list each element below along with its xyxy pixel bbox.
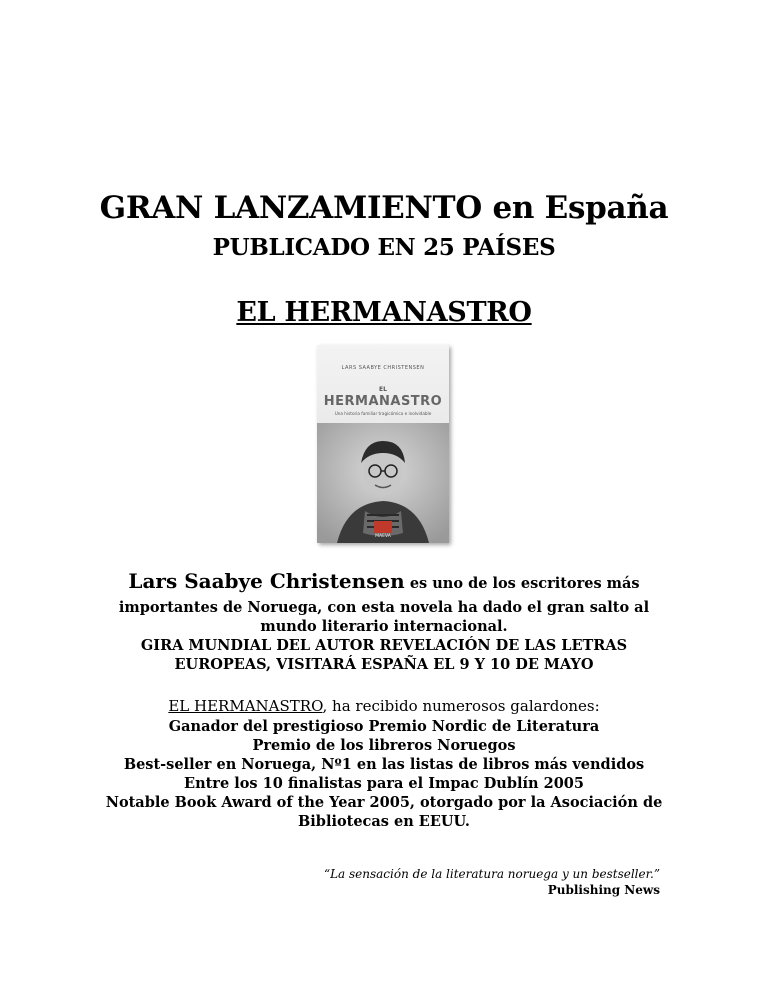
tour-line: GIRA MUNDIAL DEL AUTOR REVELACIÓN DE LAS LETRAS xyxy=(140,637,628,654)
cover-title-prefix: EL xyxy=(379,386,387,393)
awards-intro xyxy=(0,697,768,716)
book-title: EL HERMANASTRO xyxy=(236,297,532,328)
awards-list xyxy=(0,717,768,831)
tour-line: EUROPEAS, VISITARÁ ESPAÑA EL 9 Y 10 DE MAYO xyxy=(174,656,594,673)
press-quote: “La sensación de la literatura noruega y un bestseller.” xyxy=(323,867,660,881)
author-intro-rest: es uno de los escritores más xyxy=(409,575,640,592)
award-item: Premio de los libreros Noruegos xyxy=(252,737,516,754)
award-item: Notable Book Award of the Year 2005, otorgado por la Asociación de xyxy=(105,794,663,811)
awards-intro-title: EL HERMANASTRO xyxy=(168,697,323,715)
cover-author: LARS SAABYE CHRISTENSEN xyxy=(341,365,425,371)
cover-title: HERMANASTRO xyxy=(323,394,443,409)
author-intro-line xyxy=(0,569,768,593)
publisher-logo-icon xyxy=(374,521,392,533)
cover-publisher: MAEVA xyxy=(375,534,391,539)
awards-intro-rest: , ha recibido numerosos galardones: xyxy=(322,697,600,715)
award-item: Best-seller en Noruega, Nº1 en las listas de libros más vendidos xyxy=(123,756,645,773)
author-description-line: importantes de Noruega, con esta novela ha dado el gran salto al xyxy=(118,599,650,616)
cover-subtitle: Una historia familiar tragicómica e inolvidable xyxy=(334,411,432,416)
headline: GRAN LANZAMIENTO en España xyxy=(99,190,669,226)
award-item: Ganador del prestigioso Premio Nordic de Literatura xyxy=(168,718,600,735)
author-description-line: mundo literario internacional. xyxy=(260,618,508,635)
author-description xyxy=(0,598,768,636)
book-cover-image xyxy=(317,345,449,543)
quote-source: Publishing News xyxy=(547,883,660,897)
author-name: Lars Saabye Christensen xyxy=(128,569,405,593)
award-item: Bibliotecas en EEUU. xyxy=(298,813,470,830)
subheadline: PUBLICADO EN 25 PAÍSES xyxy=(212,234,556,261)
award-item: Entre los 10 finalistas para el Impac Dublín 2005 xyxy=(184,775,584,792)
tour-announcement xyxy=(0,636,768,674)
